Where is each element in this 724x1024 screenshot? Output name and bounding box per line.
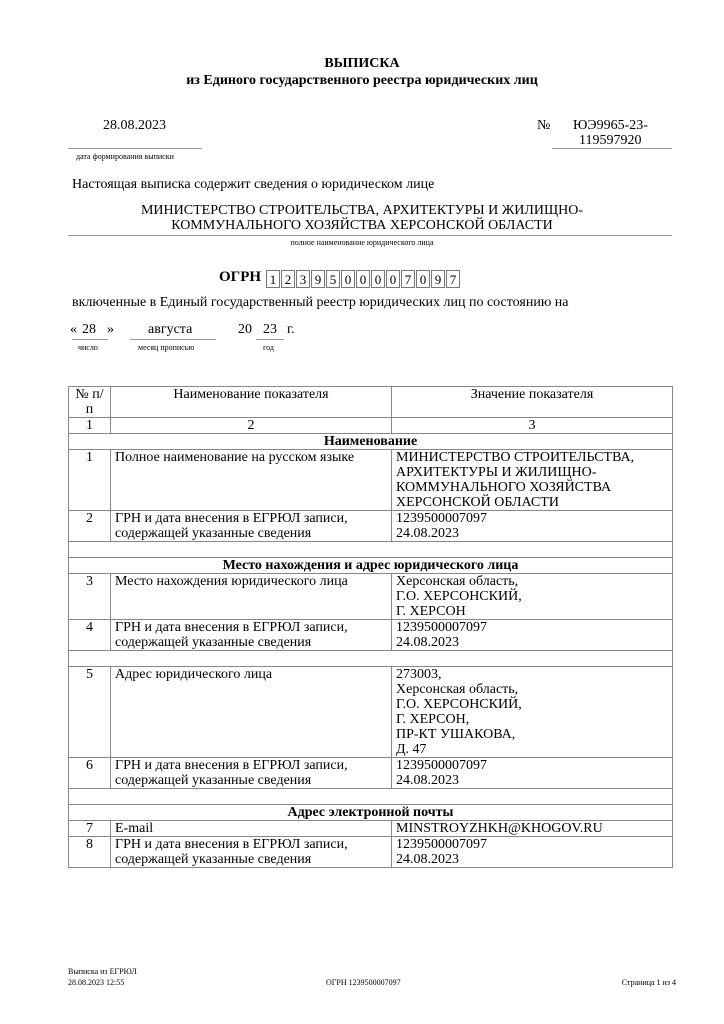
indicator-name (111, 667, 392, 758)
indicator-name (111, 821, 392, 837)
indicator-value-line: Г.О. ХЕРСОНСКИЙ, (396, 697, 522, 712)
header-cell: Наименование показателя (111, 387, 392, 418)
date-underline (68, 148, 202, 149)
indicator-value-line: 24.08.2023 (396, 526, 459, 541)
table-row (69, 620, 673, 651)
indicator-name-line: Полное наименование на русском языке (115, 450, 355, 465)
indicator-value-line: 273003, (396, 667, 442, 682)
footer-ogrn: ОГРН 1239500007097 (326, 978, 401, 987)
indicator-value (392, 821, 673, 837)
ogrn-digit: 0 (341, 270, 355, 288)
indicator-name-line: содержащей указанные сведения (115, 773, 312, 788)
indicator-value-line: 1239500007097 (396, 620, 487, 635)
indicator-name (111, 574, 392, 620)
number-sign: № (537, 118, 551, 133)
section-row (69, 558, 673, 574)
spacer-cell (69, 789, 673, 805)
section-row (69, 805, 673, 821)
row-number: 5 (69, 667, 111, 758)
ogrn-digit: 0 (356, 270, 370, 288)
ogrn-digit: 3 (296, 270, 310, 288)
table-row (69, 758, 673, 789)
indicator-name (111, 511, 392, 542)
ogrn-digit: 0 (371, 270, 385, 288)
indicator-value-line: 1239500007097 (396, 758, 487, 773)
included-text: включенные в Единый государственный реестр юридических лиц по состоянию на (72, 295, 569, 310)
column-number-cell: 2 (111, 418, 392, 434)
ogrn-digit: 1 (266, 270, 280, 288)
indicator-name-line: содержащей указанные сведения (115, 526, 312, 541)
indicator-value-line: Г. ХЕРСОН (396, 604, 466, 619)
column-number-row (69, 418, 673, 434)
formation-date-caption: дата формирования выписки (76, 152, 174, 161)
indicator-value (392, 837, 673, 868)
indicator-name-line: Место нахождения юридического лица (115, 574, 348, 589)
indicator-value-line: КОММУНАЛЬНОГО ХОЗЯЙСТВА (396, 480, 612, 495)
spacer-row (69, 789, 673, 805)
entity-name-underline (68, 235, 672, 236)
indicator-name (111, 758, 392, 789)
table-row (69, 667, 673, 758)
month-caption: месяц прописью (138, 343, 195, 352)
indicator-name-line: ГРН и дата внесения в ЕГРЮЛ записи, (115, 620, 348, 635)
column-number-cell: 1 (69, 418, 111, 434)
header-cell: № п/п (69, 387, 111, 418)
indicator-name-line: ГРН и дата внесения в ЕГРЮЛ записи, (115, 837, 348, 852)
indicator-name-line: E-mail (115, 821, 154, 836)
ogrn-digit: 7 (446, 270, 460, 288)
entity-name-caption: полное наименование юридического лица (290, 238, 434, 247)
row-number: 7 (69, 821, 111, 837)
indicator-value-line: Д. 47 (396, 742, 427, 757)
formation-date: 28.08.2023 (103, 118, 166, 133)
ogrn-digit: 9 (431, 270, 445, 288)
indicator-name-line: ГРН и дата внесения в ЕГРЮЛ записи, (115, 758, 348, 773)
table-row (69, 821, 673, 837)
document-title: ВЫПИСКА (324, 56, 400, 71)
indicator-value-line: 24.08.2023 (396, 635, 459, 650)
table-row (69, 511, 673, 542)
entity-name-line2: КОММУНАЛЬНОГО ХОЗЯЙСТВА ХЕРСОНСКОЙ ОБЛАСТИ (171, 218, 553, 233)
row-number: 6 (69, 758, 111, 789)
indicator-value-line: ПР-КТ УШАКОВА, (396, 727, 516, 742)
extract-number-line2: 119597920 (579, 133, 642, 148)
intro-text: Настоящая выписка содержит сведения о юридическом лице (72, 177, 435, 192)
spacer-cell (69, 651, 673, 667)
year-suffix: 23 (263, 322, 277, 337)
section-heading-name: Наименование (69, 434, 673, 450)
indicator-value (392, 511, 673, 542)
open-quote: « (70, 322, 77, 337)
day-underline (72, 339, 108, 340)
row-number: 1 (69, 450, 111, 511)
indicator-name (111, 837, 392, 868)
month-underline (130, 339, 216, 340)
table-row (69, 450, 673, 511)
ogrn-digit: 2 (281, 270, 295, 288)
table-header-row (69, 387, 673, 418)
number-underline (552, 148, 672, 149)
footer-left-line1: Выписка из ЕГРЮЛ (68, 967, 137, 976)
row-number: 2 (69, 511, 111, 542)
indicator-value-line: MINSTROYZHKH@KHOGOV.RU (396, 821, 603, 836)
spacer-cell (69, 542, 673, 558)
day-caption: число (78, 343, 98, 352)
section-heading-address: Место нахождения и адрес юридического лица (69, 558, 673, 574)
indicator-value-line: Г.О. ХЕРСОНСКИЙ, (396, 589, 522, 604)
spacer-row (69, 651, 673, 667)
indicator-name-line: содержащей указанные сведения (115, 852, 312, 867)
table-row (69, 837, 673, 868)
footer-left-line2: 28.08.2023 12:55 (68, 978, 125, 987)
indicator-value-line: Херсонская область, (396, 682, 519, 697)
ogrn-digit: 0 (416, 270, 430, 288)
indicator-name (111, 450, 392, 511)
year-prefix: 20 (238, 322, 252, 337)
column-number-cell: 3 (392, 418, 673, 434)
page-number: Страница 1 из 4 (621, 978, 676, 987)
section-row (69, 434, 673, 450)
indicator-value-line: Херсонская область, (396, 574, 519, 589)
state-month: августа (148, 322, 193, 337)
egrul-table (68, 386, 673, 868)
table-row (69, 574, 673, 620)
row-number: 3 (69, 574, 111, 620)
state-day: 28 (82, 322, 96, 337)
ogrn-digit: 0 (386, 270, 400, 288)
indicator-value-line: 1239500007097 (396, 511, 487, 526)
row-number: 4 (69, 620, 111, 651)
indicator-name-line: ГРН и дата внесения в ЕГРЮЛ записи, (115, 511, 348, 526)
extract-number-line1: ЮЭ9965-23- (573, 118, 648, 133)
row-number: 8 (69, 837, 111, 868)
indicator-name-line: содержащей указанные сведения (115, 635, 312, 650)
indicator-value-line: ХЕРСОНСКОЙ ОБЛАСТИ (396, 495, 559, 510)
section-heading-email: Адрес электронной почты (69, 805, 673, 821)
indicator-value (392, 620, 673, 651)
document-subtitle: из Единого государственного реестра юридических лиц (186, 73, 538, 88)
year-caption: год (263, 343, 274, 352)
indicator-value (392, 574, 673, 620)
indicator-name (111, 620, 392, 651)
indicator-value (392, 758, 673, 789)
entity-name-line1: МИНИСТЕРСТВО СТРОИТЕЛЬСТВА, АРХИТЕКТУРЫ И ЖИЛИЩНО- (140, 203, 584, 218)
ogrn-digit: 7 (401, 270, 415, 288)
indicator-name-line: Адрес юридического лица (115, 667, 273, 682)
header-cell: Значение показателя (392, 387, 673, 418)
indicator-value-line: 1239500007097 (396, 837, 487, 852)
ogrn-label: ОГРН (219, 269, 262, 285)
indicator-value-line: АРХИТЕКТУРЫ И ЖИЛИЩНО- (396, 465, 597, 480)
indicator-value-line: 24.08.2023 (396, 852, 459, 867)
indicator-value-line: МИНИСТЕРСТВО СТРОИТЕЛЬСТВА, (396, 450, 635, 465)
indicator-value-line: 24.08.2023 (396, 773, 459, 788)
year-underline (256, 339, 284, 340)
year-word: г. (287, 322, 295, 337)
indicator-value (392, 667, 673, 758)
spacer-row (69, 542, 673, 558)
indicator-value-line: Г. ХЕРСОН, (396, 712, 470, 727)
ogrn-digit: 5 (326, 270, 340, 288)
ogrn-digit: 9 (311, 270, 325, 288)
indicator-value (392, 450, 673, 511)
close-quote: » (107, 322, 114, 337)
